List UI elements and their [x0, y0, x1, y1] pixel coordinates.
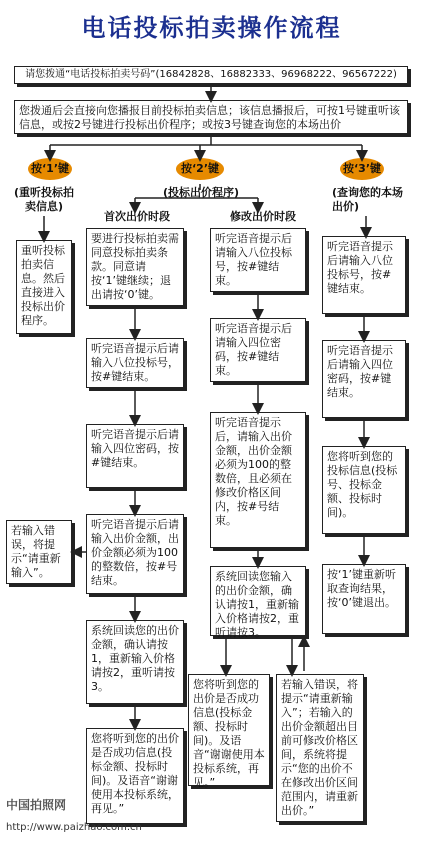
- page-title: 电话投标拍卖操作流程: [81, 14, 342, 42]
- col4-bid-number-box: 听完语音提示后请输入八位投标号，按#键结束。: [322, 236, 406, 314]
- col4-password-box: 听完语音提示后请输入四位密码，按#键结束。: [322, 340, 406, 418]
- col2-terms-box: 要进行投标拍卖需同意投标拍卖条款。同意请按‘1’键继续；退出请按‘0’键。: [86, 228, 184, 306]
- key-1-badge: 按‘1’键: [28, 158, 72, 180]
- col3-password-box: 听完语音提示后请输入四位密码，按#键结束。: [210, 318, 306, 382]
- side-error-box: 若输入错误，将提示“请重新输入”。: [6, 520, 72, 584]
- col2-amount-box: 听完语音提示后请输入出价金额，出价金额必须为100的整数倍，按#号结束。: [86, 514, 184, 594]
- col2-result-box: 您将听到您的出价是否成功信息(投标金额、投标时间)。及语音“谢谢使用本投标系统，再见。”: [86, 728, 184, 824]
- step-intro: 您拨通后会直接向您播报目前投标拍卖信息；该信息播报后，可按1号键重听该信息，或按2号键进行投标出价程序；或按3号键查询您的本场出价: [14, 100, 408, 134]
- key-2-badge: 按‘2’键: [176, 158, 224, 180]
- modify-bid-label: 修改出价时段: [230, 210, 296, 223]
- col1-reheard-box: 重听投标拍卖信息。然后直接进入投标出价程序。: [16, 240, 72, 334]
- col2-bid-number-box: 听完语音提示后请输入八位投标号，按#键结束。: [86, 338, 184, 388]
- first-bid-label: 首次出价时段: [104, 210, 170, 223]
- key-1-desc: (重听投标拍卖信息): [13, 186, 75, 213]
- col3-confirm-box: 系统回读您输入的出价金额，确认请按1，重新输入价格请按2，重听请按3。: [210, 566, 306, 636]
- col4-bid-info-box: 您将听到您的投标信息(投标号、投标金额、投标时间)。: [322, 446, 406, 534]
- key-2-desc: (投标出价程序): [162, 186, 240, 199]
- col2-confirm-box: 系统回读您的出价金额，确认请按1，重新输入价格请按2，重听请按3。: [86, 620, 184, 704]
- footer-logo: 中国拍照网: [6, 798, 67, 812]
- col3-result-box: 您将听到您的出价是否成功信息(投标金额、投标时间)。及语音“谢谢使用本投标系统，再见。”: [188, 674, 270, 786]
- footer-url: http://www.paizhao.com.cn: [6, 822, 142, 833]
- col2-password-box: 听完语音提示后请输入四位密码，按#键结束。: [86, 424, 184, 488]
- col3-bid-number-box: 听完语音提示后请输入八位投标号，按#键结束。: [210, 228, 306, 292]
- step-call: 请您拨通“电话投标拍卖号码”(16842828、16882333、96968222、96567222): [14, 66, 408, 84]
- key-3-badge: 按‘3’键: [340, 158, 384, 180]
- col3-error-box: 若输入错误，将提示“请重新输入”；若输入的出价金额超出目前可修改价格区间，系统将提示“您的出价不在修改出价区间范围内，请重新出价。”: [276, 674, 364, 822]
- col3-amount-box: 听完语音提示后，请输入出价金额，出价金额必须为100的整数倍，且必须在修改价格区间内，按#号结束。: [210, 412, 306, 548]
- key-3-desc: (查询您的本场出价): [332, 186, 404, 213]
- col4-repeat-box: 按‘1’键重新听取查询结果，按‘0’键退出。: [322, 564, 406, 634]
